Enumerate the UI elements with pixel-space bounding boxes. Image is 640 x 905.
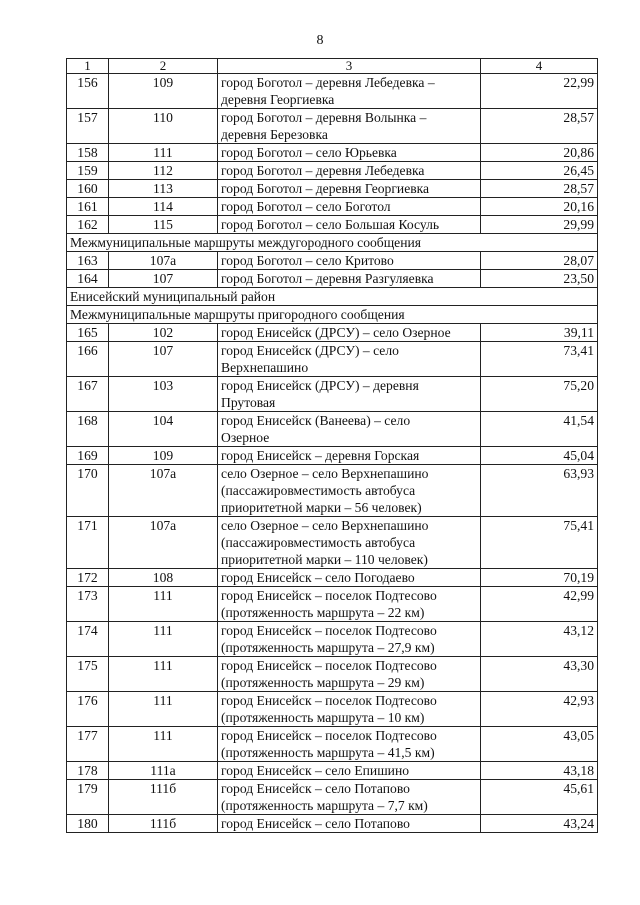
section-heading: Енисейский муниципальный район — [67, 288, 598, 306]
route-name-cell: город Енисейск – село Потапово — [218, 815, 481, 833]
route-name-cell: город Енисейск (ДРСУ) – деревня Прутовая — [218, 377, 481, 412]
column-header: 1 — [67, 59, 109, 74]
row-number-cell: 174 — [67, 622, 109, 657]
route-name-cell: город Енисейск – деревня Горская — [218, 447, 481, 465]
table-row — [67, 762, 598, 780]
route-name-cell: город Енисейск (ДРСУ) – село Озерное — [218, 324, 481, 342]
route-name-cell: город Боготол – деревня Волынка – деревня Березовка — [218, 109, 481, 144]
row-number-cell: 159 — [67, 162, 109, 180]
table-row — [67, 324, 598, 342]
tariff-value-cell: 20,86 — [481, 144, 598, 162]
route-name-cell: город Енисейск – поселок Подтесово (протяженность маршрута – 10 км) — [218, 692, 481, 727]
page-number: 8 — [316, 33, 324, 48]
route-name-cell: город Боготол – деревня Лебедевка – деревня Георгиевка — [218, 74, 481, 109]
route-number-cell: 109 — [109, 447, 218, 465]
table-row — [67, 692, 598, 727]
tariff-value-cell: 73,41 — [481, 342, 598, 377]
route-name-cell: город Енисейск – поселок Подтесово (протяженность маршрута – 29 км) — [218, 657, 481, 692]
table-row — [67, 342, 598, 377]
route-name-cell: город Боготол – деревня Георгиевка — [218, 180, 481, 198]
route-number-cell: 113 — [109, 180, 218, 198]
table-row — [67, 180, 598, 198]
row-number-cell: 156 — [67, 74, 109, 109]
route-name-cell: село Озерное – село Верхнепашино (пассажировместимость автобуса приоритетной марки – 56 человек) — [218, 465, 481, 517]
tariff-value-cell: 26,45 — [481, 162, 598, 180]
row-number-cell: 179 — [67, 780, 109, 815]
tariff-value-cell: 41,54 — [481, 412, 598, 447]
route-name-cell: город Боготол – село Большая Косуль — [218, 216, 481, 234]
row-number-cell: 166 — [67, 342, 109, 377]
row-number-cell: 177 — [67, 727, 109, 762]
section-heading: Межмуниципальные маршруты пригородного сообщения — [67, 306, 598, 324]
route-name-cell: город Енисейск – село Епишино — [218, 762, 481, 780]
route-name-cell: город Боготол – село Юрьевка — [218, 144, 481, 162]
row-number-cell: 164 — [67, 270, 109, 288]
table-row — [67, 377, 598, 412]
row-number-cell: 165 — [67, 324, 109, 342]
route-number-cell: 111б — [109, 780, 218, 815]
tariff-value-cell: 20,16 — [481, 198, 598, 216]
row-number-cell: 172 — [67, 569, 109, 587]
table-row — [67, 587, 598, 622]
section-heading-row — [67, 234, 598, 252]
table-row — [67, 198, 598, 216]
tariff-value-cell: 42,93 — [481, 692, 598, 727]
column-header: 3 — [218, 59, 481, 74]
route-number-cell: 108 — [109, 569, 218, 587]
row-number-cell: 173 — [67, 587, 109, 622]
route-number-cell: 111 — [109, 144, 218, 162]
route-number-cell: 107 — [109, 270, 218, 288]
column-header: 4 — [481, 59, 598, 74]
table-row — [67, 815, 598, 833]
route-number-cell: 112 — [109, 162, 218, 180]
tariff-value-cell: 39,11 — [481, 324, 598, 342]
column-header: 2 — [109, 59, 218, 74]
route-name-cell: село Озерное – село Верхнепашино (пассажировместимость автобуса приоритетной марки – 110 человек) — [218, 517, 481, 569]
route-name-cell: город Боготол – село Боготол — [218, 198, 481, 216]
row-number-cell: 180 — [67, 815, 109, 833]
tariff-value-cell: 70,19 — [481, 569, 598, 587]
route-number-cell: 103 — [109, 377, 218, 412]
tariff-value-cell: 43,24 — [481, 815, 598, 833]
row-number-cell: 169 — [67, 447, 109, 465]
route-number-cell: 107а — [109, 465, 218, 517]
tariff-value-cell: 28,57 — [481, 109, 598, 144]
tariff-value-cell: 28,57 — [481, 180, 598, 198]
tariff-value-cell: 63,93 — [481, 465, 598, 517]
route-number-cell: 111б — [109, 815, 218, 833]
row-number-cell: 161 — [67, 198, 109, 216]
table-row — [67, 144, 598, 162]
route-name-cell: город Боготол – село Критово — [218, 252, 481, 270]
tariff-value-cell: 23,50 — [481, 270, 598, 288]
tariff-value-cell: 75,41 — [481, 517, 598, 569]
table-row — [67, 517, 598, 569]
route-number-cell: 109 — [109, 74, 218, 109]
route-name-cell: город Енисейск – село Потапово (протяженность маршрута – 7,7 км) — [218, 780, 481, 815]
tariff-value-cell: 42,99 — [481, 587, 598, 622]
tariff-value-cell: 75,20 — [481, 377, 598, 412]
route-number-cell: 111 — [109, 692, 218, 727]
routes-table — [66, 58, 598, 833]
tariff-value-cell: 22,99 — [481, 74, 598, 109]
table-header-row — [67, 59, 598, 74]
route-number-cell: 104 — [109, 412, 218, 447]
section-heading-row — [67, 288, 598, 306]
route-name-cell: город Енисейск – поселок Подтесово (протяженность маршрута – 27,9 км) — [218, 622, 481, 657]
tariff-value-cell: 28,07 — [481, 252, 598, 270]
route-number-cell: 107а — [109, 517, 218, 569]
table-row — [67, 216, 598, 234]
row-number-cell: 163 — [67, 252, 109, 270]
table-row — [67, 447, 598, 465]
route-number-cell: 114 — [109, 198, 218, 216]
table-row — [67, 780, 598, 815]
table-row — [67, 270, 598, 288]
route-number-cell: 111 — [109, 657, 218, 692]
tariff-value-cell: 43,18 — [481, 762, 598, 780]
route-name-cell: город Енисейск (ДРСУ) – село Верхнепашино — [218, 342, 481, 377]
row-number-cell: 171 — [67, 517, 109, 569]
tariff-value-cell: 45,61 — [481, 780, 598, 815]
route-number-cell: 111 — [109, 622, 218, 657]
route-name-cell: город Енисейск – село Погодаево — [218, 569, 481, 587]
row-number-cell: 158 — [67, 144, 109, 162]
row-number-cell: 178 — [67, 762, 109, 780]
table-row — [67, 412, 598, 447]
route-number-cell: 115 — [109, 216, 218, 234]
route-number-cell: 111 — [109, 727, 218, 762]
table-row — [67, 162, 598, 180]
route-name-cell: город Енисейск (Ванеева) – село Озерное — [218, 412, 481, 447]
tariff-value-cell: 43,30 — [481, 657, 598, 692]
table-row — [67, 465, 598, 517]
row-number-cell: 160 — [67, 180, 109, 198]
route-name-cell: город Енисейск – поселок Подтесово (протяженность маршрута – 22 км) — [218, 587, 481, 622]
table-row — [67, 622, 598, 657]
table-row — [67, 569, 598, 587]
route-number-cell: 107 — [109, 342, 218, 377]
tariff-value-cell: 45,04 — [481, 447, 598, 465]
section-heading: Межмуниципальные маршруты междугородного сообщения — [67, 234, 598, 252]
route-number-cell: 107а — [109, 252, 218, 270]
route-name-cell: город Енисейск – поселок Подтесово (протяженность маршрута – 41,5 км) — [218, 727, 481, 762]
table-row — [67, 252, 598, 270]
tariff-value-cell: 43,12 — [481, 622, 598, 657]
route-number-cell: 110 — [109, 109, 218, 144]
route-number-cell: 111 — [109, 587, 218, 622]
row-number-cell: 175 — [67, 657, 109, 692]
tariff-value-cell: 43,05 — [481, 727, 598, 762]
row-number-cell: 162 — [67, 216, 109, 234]
route-name-cell: город Боготол – деревня Лебедевка — [218, 162, 481, 180]
route-number-cell: 102 — [109, 324, 218, 342]
table-row — [67, 727, 598, 762]
section-heading-row — [67, 306, 598, 324]
table-row — [67, 109, 598, 144]
route-name-cell: город Боготол – деревня Разгуляевка — [218, 270, 481, 288]
row-number-cell: 167 — [67, 377, 109, 412]
tariff-value-cell: 29,99 — [481, 216, 598, 234]
row-number-cell: 168 — [67, 412, 109, 447]
table-row — [67, 657, 598, 692]
row-number-cell: 176 — [67, 692, 109, 727]
row-number-cell: 170 — [67, 465, 109, 517]
row-number-cell: 157 — [67, 109, 109, 144]
route-number-cell: 111а — [109, 762, 218, 780]
table-row — [67, 74, 598, 109]
